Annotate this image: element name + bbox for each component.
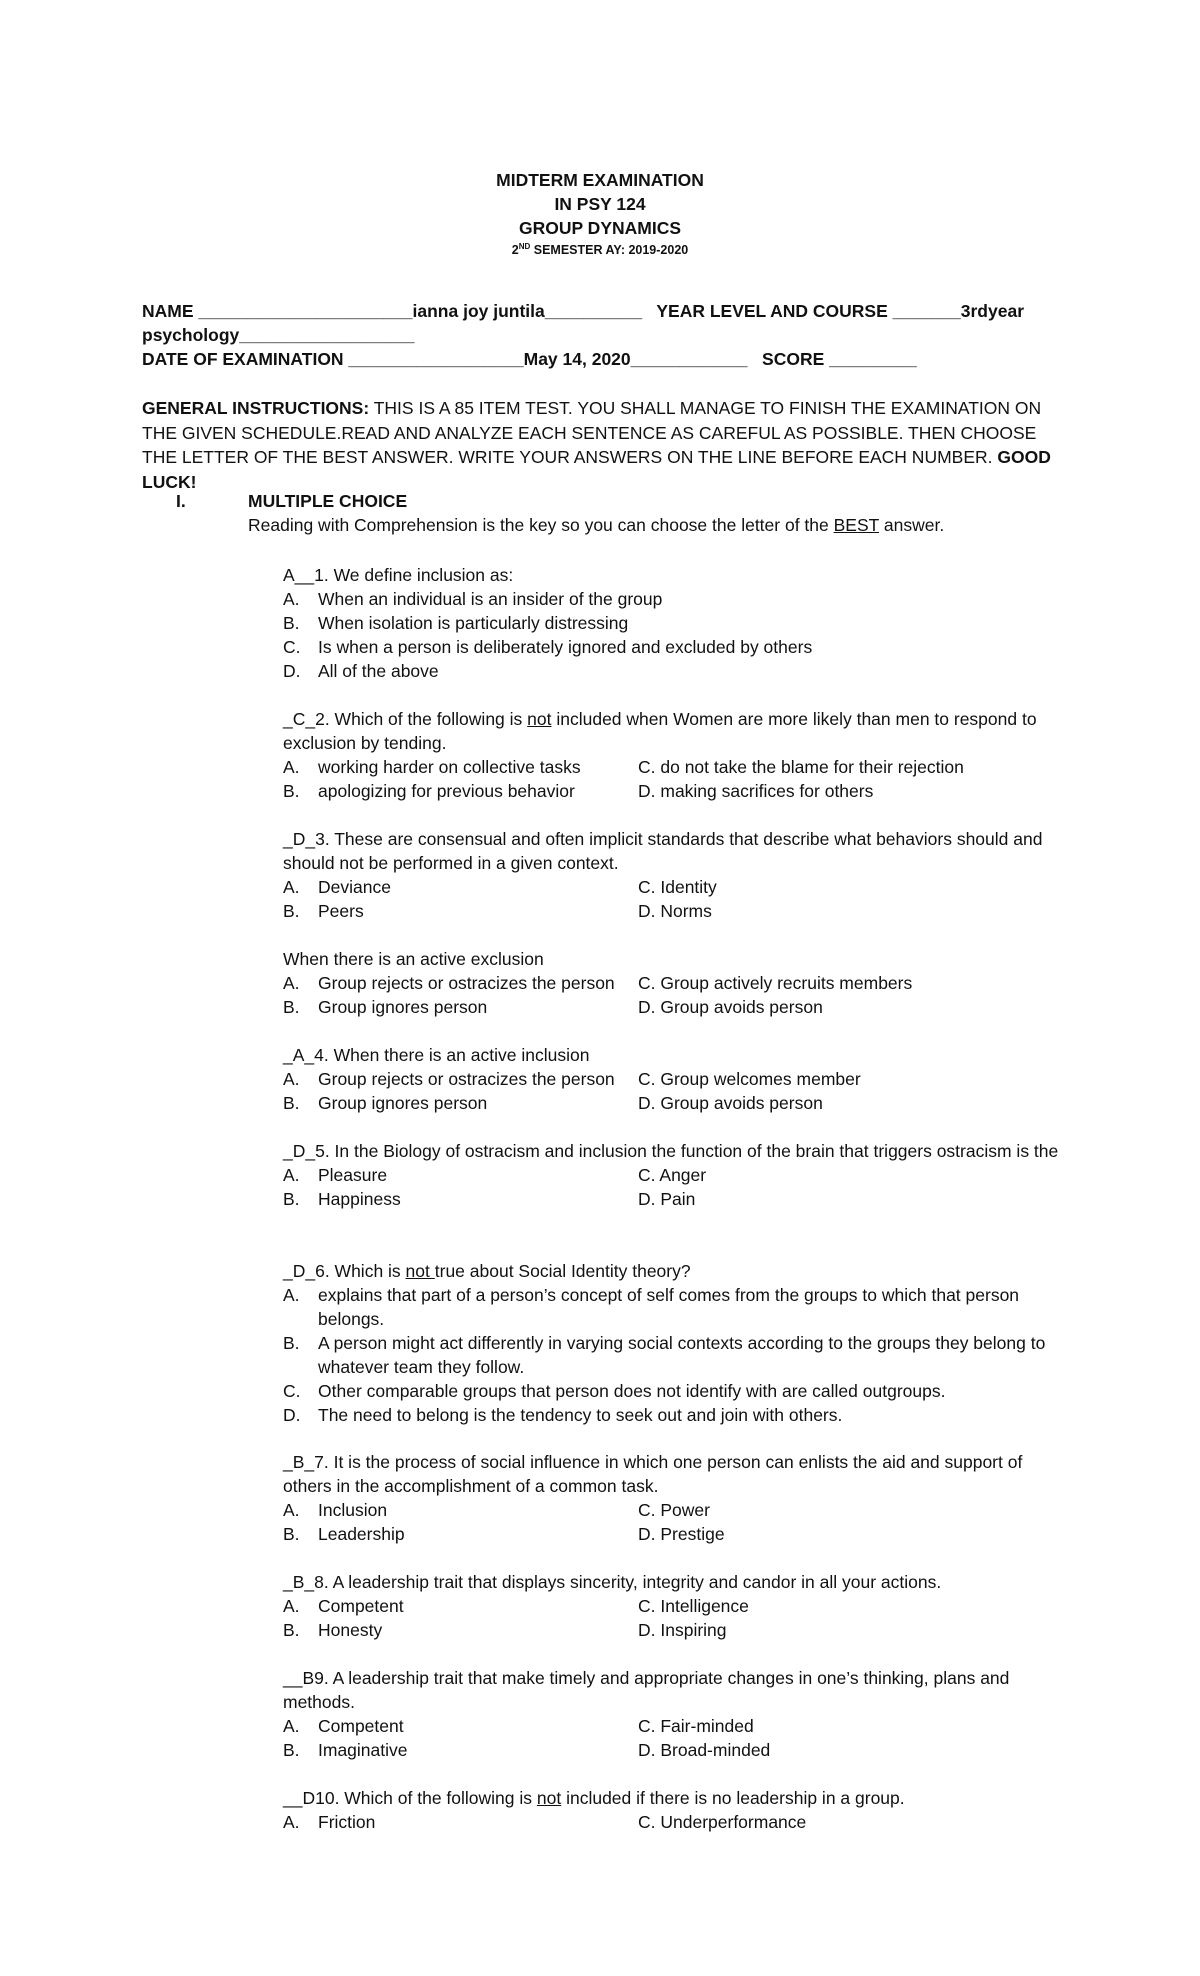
question-stem: _D_3. These are consensual and often implicit standards that describe what behaviors should and should not be performed in a given context.	[283, 829, 1043, 873]
question-stem: _D_6. Which is not true about Social Identity theory?	[283, 1261, 691, 1281]
question-stem: _C_2. Which of the following is not included when Women are more likely than men to respond to exclusion by tending.	[283, 709, 1037, 753]
option-row: B. Group ignores person D. Group avoids person	[283, 997, 823, 1017]
option-row: A. working harder on collective tasks C. do not take the blame for their rejection	[283, 757, 964, 777]
course-line: psychology__________________	[142, 325, 415, 345]
question-8	[283, 1570, 1063, 1642]
option-row: B. Happiness D. Pain	[283, 1189, 696, 1209]
course-code: IN PSY 124	[554, 194, 646, 214]
option-row: A. Group rejects or ostracizes the person C. Group actively recruits members	[283, 973, 913, 993]
question-stem: __D10. Which of the following is not included if there is no leadership in a group.	[283, 1788, 905, 1808]
section-subtitle: Reading with Comprehension is the key so you can choose the letter of the BEST answer.	[248, 515, 945, 535]
section-number: I.	[176, 491, 186, 511]
option-row: A. Group rejects or ostracizes the person C. Group welcomes member	[283, 1069, 861, 1089]
question-6	[283, 1259, 1063, 1427]
option-c: C. Is when a person is deliberately ignored and excluded by others	[283, 637, 813, 657]
exam-title: MIDTERM EXAMINATION	[496, 170, 704, 190]
semester-line: 2ND SEMESTER AY: 2019-2020	[511, 242, 689, 258]
option-row: B. Leadership D. Prestige	[283, 1524, 725, 1544]
section-title: MULTIPLE CHOICE	[248, 491, 408, 511]
option-row: A. Inclusion C. Power	[283, 1500, 710, 1520]
option-row: A. Competent C. Fair-minded	[283, 1716, 754, 1736]
option-d: D. The need to belong is the tendency to seek out and join with others.	[283, 1405, 843, 1425]
question-stem: _B_8. A leadership trait that displays sincerity, integrity and candor in all your actions.	[283, 1572, 942, 1592]
question-1	[283, 563, 1063, 683]
option-row: B. Group ignores person D. Group avoids person	[283, 1093, 823, 1113]
question-5	[283, 1139, 1063, 1211]
option-row: A. Deviance C. Identity	[283, 877, 717, 897]
question-10	[283, 1786, 1063, 1834]
option-a: A. When an individual is an insider of the group	[283, 589, 663, 609]
option-b: B. When isolation is particularly distressing	[283, 613, 629, 633]
question-stem: _B_7. It is the process of social influence in which one person can enlists the aid and support of others in the accomplishment of a common task.	[283, 1452, 1023, 1496]
question-stem: _D_5. In the Biology of ostracism and inclusion the function of the brain that triggers ostracism is the	[283, 1141, 1059, 1161]
option-d: D. All of the above	[283, 661, 439, 681]
question-stem: __B9. A leadership trait that make timely and appropriate changes in one’s thinking, plans and methods.	[283, 1668, 1010, 1712]
option-row: B. Imaginative D. Broad-minded	[283, 1740, 771, 1760]
option-a: A. explains that part of a person’s concept of self comes from the groups to which that person belongs.	[283, 1285, 1020, 1329]
question-2	[283, 707, 1063, 803]
course-title: GROUP DYNAMICS	[518, 218, 682, 238]
question-9	[283, 1666, 1063, 1762]
question-7	[283, 1450, 1063, 1546]
question-stem: When there is an active exclusion	[283, 949, 544, 969]
option-row: B. Peers D. Norms	[283, 901, 712, 921]
question-4	[283, 1043, 1063, 1115]
date-score-line: DATE OF EXAMINATION __________________May 14, 2020____________ SCORE _________	[142, 349, 917, 369]
general-instructions: GENERAL INSTRUCTIONS: THIS IS A 85 ITEM TEST. YOU SHALL MANAGE TO FINISH THE EXAMINATION ON THE GIVEN SCHEDULE.READ AND ANALYZE EACH SENTENCE AS CAREFUL AS POSSIBLE. THEN CHOOSE THE LETTER OF THE BEST ANSWER. WRITE YOUR ANSWERS ON THE LINE BEFORE EACH NUMBER. GOOD LUCK!	[142, 398, 1051, 492]
option-row: B. Honesty D. Inspiring	[283, 1620, 727, 1640]
option-b: B. A person might act differently in varying social contexts according to the groups they belong to whatever team they follow.	[283, 1333, 1046, 1377]
question-3	[283, 827, 1063, 923]
option-row: A. Competent C. Intelligence	[283, 1596, 749, 1616]
question-active-exclusion	[283, 947, 1063, 1019]
question-stem: A__1. We define inclusion as:	[283, 565, 514, 585]
name-line: NAME ______________________ianna joy juntila__________ YEAR LEVEL AND COURSE _______3rdyear	[142, 301, 1024, 321]
option-row: B. apologizing for previous behavior D. making sacrifices for others	[283, 781, 874, 801]
option-c: C. Other comparable groups that person does not identify with are called outgroups.	[283, 1381, 946, 1401]
question-stem: _A_4. When there is an active inclusion	[283, 1045, 590, 1065]
option-row: A. Pleasure C. Anger	[283, 1165, 707, 1185]
option-row: A. Friction C. Underperformance	[283, 1812, 807, 1832]
